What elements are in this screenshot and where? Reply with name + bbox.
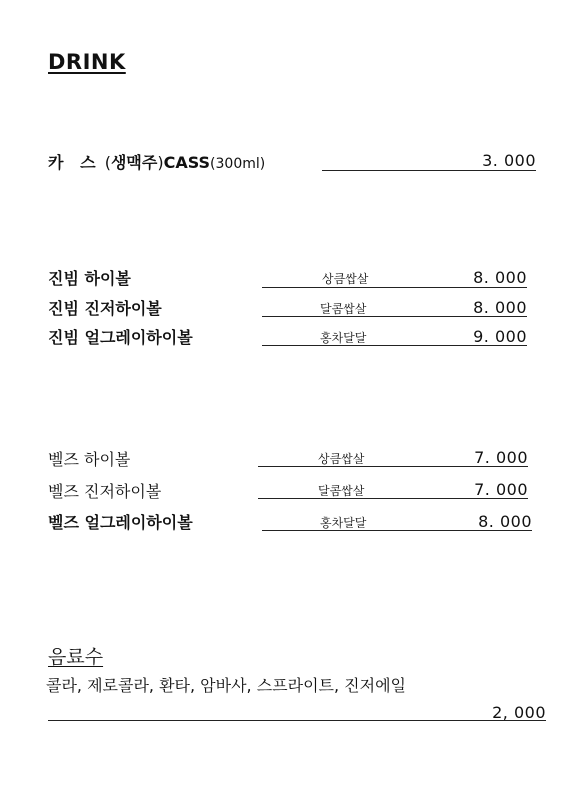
jimbeam-ginger-desc: 달콤쌉살 xyxy=(320,302,367,316)
jimbeam-ginger-price: 8. 000 xyxy=(473,298,527,317)
bells-highball-desc: 상큼쌉살 xyxy=(318,452,365,466)
bells-highball-name: 벨즈 하이볼 xyxy=(48,450,131,469)
beer-name: 카 스 xyxy=(48,153,96,172)
soft-drinks-underline xyxy=(48,720,546,721)
soft-drinks-price: 2, 000 xyxy=(492,703,546,722)
jimbeam-earlgrey-desc: 홍차달달 xyxy=(320,331,367,345)
menu-title: DRINK xyxy=(48,50,126,74)
jimbeam-earlgrey-price: 9. 000 xyxy=(473,327,527,346)
bells-earlgrey-desc: 홍차달달 xyxy=(320,516,367,530)
beer-brand: CASS xyxy=(163,153,211,172)
beer-price: 3. 000 xyxy=(482,151,536,170)
jimbeam-earlgrey-name: 진빔 얼그레이하이볼 xyxy=(48,328,193,347)
bells-highball-price: 7. 000 xyxy=(474,448,528,467)
soft-drinks-title: 음료수 xyxy=(48,646,104,668)
jimbeam-ginger-name: 진빔 진저하이볼 xyxy=(48,299,162,318)
bells-ginger-price: 7. 000 xyxy=(474,480,528,499)
jimbeam-highball-price: 8. 000 xyxy=(473,268,527,287)
jimbeam-highball-name: 진빔 하이볼 xyxy=(48,269,131,288)
bells-ginger-name: 벨즈 진저하이볼 xyxy=(48,482,162,501)
soft-drinks-list: 콜라, 제로콜라, 환타, 암바사, 스프라이트, 진저에일 xyxy=(46,676,406,695)
beer-volume: (300ml) xyxy=(210,156,266,172)
bells-earlgrey-price: 8. 000 xyxy=(478,512,532,531)
beer-type: 생맥주 xyxy=(110,153,158,172)
jimbeam-highball-desc: 상큼쌉살 xyxy=(322,272,369,286)
bells-earlgrey-name: 벨즈 얼그레이하이볼 xyxy=(48,513,193,532)
jimbeam-highball-underline xyxy=(262,287,527,288)
beer-label xyxy=(48,150,265,173)
beer-underline xyxy=(322,170,536,171)
bells-ginger-desc: 달콤쌉살 xyxy=(318,484,365,498)
beer-paren-close: ) xyxy=(157,153,164,172)
beer-paren-open: ( xyxy=(104,153,111,172)
